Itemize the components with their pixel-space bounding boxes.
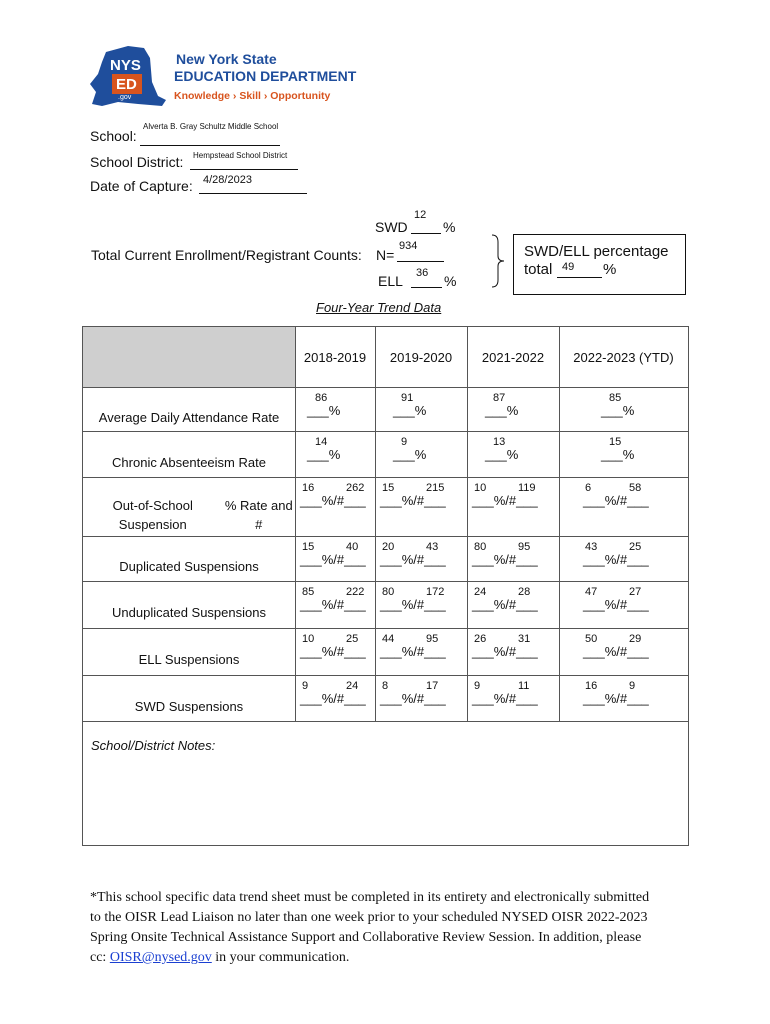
row-label: [83, 493, 295, 536]
cell-pct-value: 80: [474, 541, 487, 553]
cell-count-value: 222: [346, 586, 365, 598]
cell-pct-value: 20: [382, 541, 395, 553]
row-label: Unduplicated Suspensions: [112, 605, 266, 620]
logo-tagline: Knowledge › Skill › Opportunity: [174, 90, 331, 102]
pct-box-suffix: %: [603, 261, 617, 278]
cell-unit: ___%/#___: [300, 552, 366, 567]
ell-pct: %: [444, 273, 457, 289]
logo-abbr2: ED: [116, 76, 137, 93]
swd-pct: %: [443, 219, 456, 235]
district-value: Hempstead School District: [193, 151, 288, 160]
cell-count-value: 28: [518, 586, 531, 598]
school-value: Alverta B. Gray Schultz Middle School: [143, 122, 279, 131]
footnote-text2: in your communication.: [211, 950, 350, 965]
cell-unit: ___%: [485, 447, 519, 462]
year-header: 2019-2020: [389, 349, 453, 365]
row-label: Duplicated Suspensions: [119, 559, 259, 574]
cell-pct-value: 80: [382, 586, 395, 598]
year-header: 2022-2023 (YTD): [573, 349, 674, 365]
logo-gov: .gov: [118, 94, 132, 101]
cell-unit: ___%: [485, 403, 519, 418]
n-label: N=: [376, 247, 395, 263]
cell-count-value: 25: [629, 541, 642, 553]
ell-label: ELL: [378, 273, 403, 289]
nysed-logo: [88, 44, 357, 114]
cell-pct-value: 9: [474, 680, 481, 692]
cell-unit: ___%/#___: [380, 552, 446, 567]
cell-unit: ___%/#___: [472, 691, 538, 706]
cell-value: 91: [401, 392, 414, 404]
table-hline: [83, 721, 688, 722]
cell-value: 86: [315, 392, 328, 404]
table-hline: [83, 477, 688, 478]
cell-unit: ___%/#___: [583, 644, 649, 659]
swd-label: SWD: [375, 219, 408, 235]
ell-underline: [411, 287, 442, 288]
cell-pct-value: 43: [585, 541, 598, 553]
cell-pct-value: 50: [585, 633, 598, 645]
cell-count-value: 215: [426, 482, 445, 494]
cell-pct-value: 47: [585, 586, 598, 598]
cell-count-value: 172: [426, 586, 445, 598]
cell-count-value: 58: [629, 482, 642, 494]
cell-unit: ___%: [393, 403, 427, 418]
cell-value: 14: [315, 436, 328, 448]
date-value: 4/28/2023: [203, 174, 252, 186]
year-header: 2018-2019: [303, 349, 367, 365]
cell-unit: ___%/#___: [300, 644, 366, 659]
date-underline: [199, 193, 307, 194]
row-label-line2: % Rate and #: [224, 497, 293, 532]
cell-count-value: 25: [346, 633, 359, 645]
row-label: Average Daily Attendance Rate: [98, 409, 280, 425]
swd-ell-percentage-box: [513, 234, 686, 295]
cell-unit: ___%/#___: [472, 597, 538, 612]
cell-pct-value: 10: [302, 633, 315, 645]
cell-count-value: 9: [629, 680, 636, 692]
table-title: Four-Year Trend Data: [316, 300, 442, 315]
cell-unit: ___%/#___: [380, 691, 446, 706]
n-value: 934: [399, 240, 418, 252]
cell-unit: ___%/#___: [300, 691, 366, 706]
year-header: 2021-2022: [481, 349, 545, 365]
table-hline: [83, 431, 688, 432]
trend-table: [82, 326, 689, 846]
right-brace-icon: [490, 234, 506, 288]
cell-unit: ___%/#___: [472, 493, 538, 508]
cell-value: 9: [401, 436, 408, 448]
row-label: Chronic Absenteeism Rate: [112, 454, 266, 470]
pct-box-total-label: total: [524, 261, 553, 278]
cell-pct-value: 26: [474, 633, 487, 645]
cell-unit: ___%/#___: [380, 644, 446, 659]
table-hline: [83, 628, 688, 629]
table-hline: [83, 387, 688, 388]
swd-value: 12: [414, 209, 427, 221]
table-hline: [83, 581, 688, 582]
cell-count-value: 31: [518, 633, 531, 645]
cell-pct-value: 9: [302, 680, 309, 692]
table-hline: [83, 675, 688, 676]
logo-line1: New York State: [176, 51, 277, 67]
cell-count-value: 29: [629, 633, 642, 645]
table-hline: [83, 536, 688, 537]
oisr-email-link[interactable]: OISR@nysed.gov: [109, 950, 212, 965]
cell-unit: ___%/#___: [380, 597, 446, 612]
cell-pct-value: 16: [585, 680, 598, 692]
logo-abbr: NYS: [110, 57, 141, 74]
cell-pct-value: 24: [474, 586, 487, 598]
cell-unit: ___%: [393, 447, 427, 462]
cell-count-value: 40: [346, 541, 359, 553]
pct-box-value: 49: [562, 261, 575, 273]
counts-label: Total Current Enrollment/Registrant Counts:: [91, 247, 362, 263]
cell-pct-value: 8: [382, 680, 389, 692]
cell-pct-value: 6: [585, 482, 592, 494]
cell-unit: ___%/#___: [300, 597, 366, 612]
cell-unit: ___%/#___: [583, 493, 649, 508]
date-label: Date of Capture:: [90, 178, 193, 194]
swd-underline: [411, 233, 441, 234]
row-label: SWD Suspensions: [134, 698, 244, 714]
cell-count-value: 119: [518, 482, 536, 494]
cell-unit: ___%: [307, 447, 341, 462]
cell-pct-value: 15: [382, 482, 395, 494]
cell-unit: ___%/#___: [380, 493, 446, 508]
cell-value: 13: [493, 436, 506, 448]
cell-count-value: 24: [346, 680, 359, 692]
header-corner-cell: [83, 327, 295, 387]
cell-unit: ___%: [307, 403, 341, 418]
cell-unit: ___%: [601, 447, 635, 462]
footnote: [90, 888, 650, 968]
pct-box-line1: SWD/ELL percentage: [524, 243, 669, 260]
cell-count-value: 17: [426, 680, 439, 692]
cell-pct-value: 44: [382, 633, 395, 645]
cell-unit: ___%/#___: [472, 552, 538, 567]
cell-count-value: 43: [426, 541, 439, 553]
cell-pct-value: 15: [302, 541, 315, 553]
pct-box-underline: [557, 277, 602, 278]
cell-unit: ___%/#___: [583, 597, 649, 612]
footnote-text1: *This school specific data trend sheet must be completed in its entirety and electronically submitted to the OISR Lead Liaison no later than one week prior to your scheduled NYSED OISR 2022-2023 Spring Onsite Technical Assistance Support and Collaborative Review Session. In addition, please cc:: [90, 890, 650, 965]
cell-pct-value: 85: [302, 586, 315, 598]
cell-pct-value: 10: [474, 482, 487, 494]
school-underline: [140, 145, 280, 146]
cell-count-value: 95: [426, 633, 439, 645]
cell-value: 15: [609, 436, 622, 448]
cell-count-value: 262: [346, 482, 365, 494]
district-underline: [190, 169, 298, 170]
cell-count-value: 95: [518, 541, 531, 553]
ell-value: 36: [416, 267, 429, 279]
cell-unit: ___%/#___: [472, 644, 538, 659]
cell-pct-value: 16: [302, 482, 315, 494]
notes-label: School/District Notes:: [91, 738, 216, 753]
cell-unit: ___%/#___: [583, 691, 649, 706]
cell-value: 85: [609, 392, 622, 404]
cell-unit: ___%: [601, 403, 635, 418]
school-label: School:: [90, 128, 137, 144]
row-label: ELL Suspensions: [138, 652, 240, 667]
cell-count-value: 27: [629, 586, 642, 598]
row-label-line1: Out-of-School Suspension: [112, 497, 193, 532]
cell-count-value: 11: [518, 680, 530, 692]
n-underline: [397, 261, 444, 262]
cell-unit: ___%/#___: [583, 552, 649, 567]
cell-unit: ___%/#___: [300, 493, 366, 508]
cell-value: 87: [493, 392, 506, 404]
district-label: School District:: [90, 154, 184, 170]
logo-line2: EDUCATION DEPARTMENT: [174, 68, 357, 84]
